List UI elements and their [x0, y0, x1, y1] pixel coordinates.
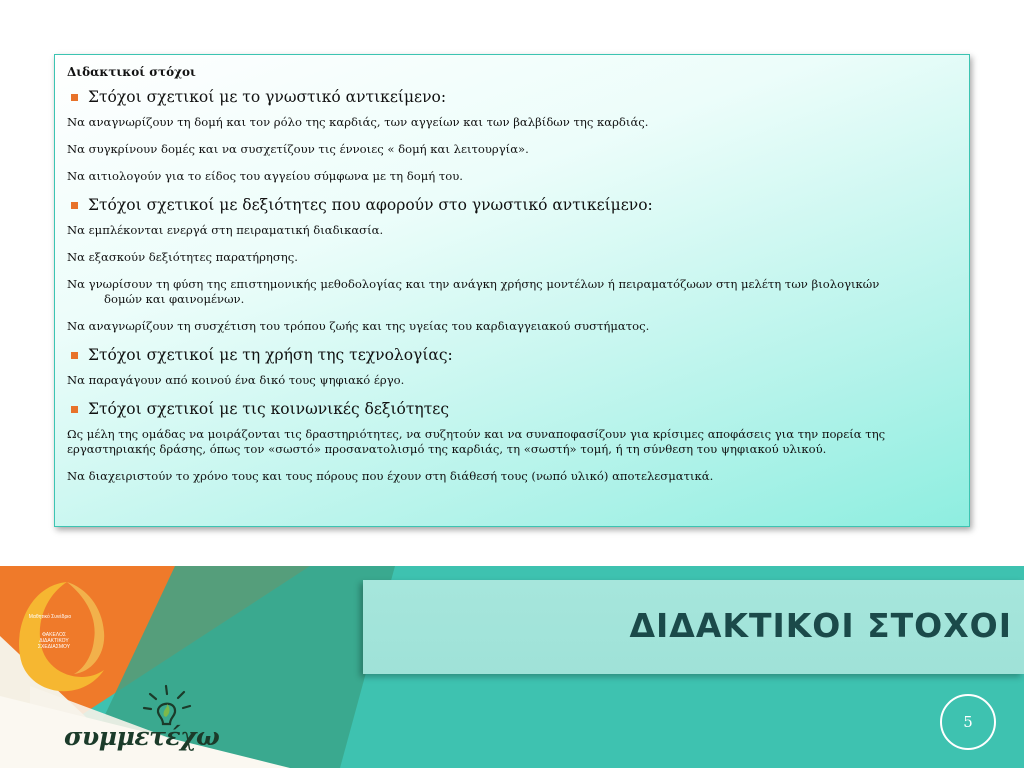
- bullet-square-icon: [71, 202, 78, 209]
- section-title-social: [67, 400, 955, 418]
- list-item-line: Ως μέλη της ομάδας να μοιράζονται τις δραστηριότητες, να συζητούν και να συναποφασίζουν για κρίσιμες αποφάσεις για την πορεία της: [67, 427, 886, 441]
- list-item: Να αναγνωρίζουν τη συσχέτιση του τρόπου ζωής και της υγείας του καρδιαγγειακού συστήματος.: [67, 319, 650, 333]
- section-title-technology: [67, 346, 955, 364]
- list-item-continuation: δομών και φαινομένων.: [104, 292, 245, 306]
- crescent-logo-icon: [12, 574, 112, 704]
- section-title-text: Στόχοι σχετικοί με το γνωστικό αντικείμενο:: [88, 88, 447, 106]
- list-item: Να συγκρίνουν δομές και να συσχετίζουν τις έννοιες « δομή και λειτουργία».: [67, 142, 529, 156]
- content-heading: Διδακτικοί στόχοι: [67, 65, 196, 79]
- section-title-text: Στόχοι σχετικοί με δεξιότητες που αφορούν στο γνωστικό αντικείμενο:: [88, 196, 653, 214]
- list-item: Να παραγάγουν από κοινού ένα δικό τους ψηφιακό έργο.: [67, 373, 405, 387]
- badge-line: ΔΙΔΑΚΤΙΚΟΥ: [39, 638, 69, 644]
- bullet-square-icon: [71, 352, 78, 359]
- list-item: Να διαχειριστούν το χρόνο τους και τους πόρους που έχουν στη διάθεσή τους (νωπό υλικό) αποτελεσματικά.: [67, 469, 714, 483]
- list-item: [67, 427, 955, 457]
- list-item: Να εξασκούν δεξιότητες παρατήρησης.: [67, 250, 298, 264]
- title-box: [363, 580, 1024, 674]
- list-item-line: εργαστηριακής δράσης, όπως τον «σωστό» προσανατολισμό της καρδιάς, τη «σωστή» τομή, ή τη σύνθεση του ψηφιακού υλικού.: [67, 442, 827, 456]
- badge-line: ΦΑΚΕΛΟΣ: [41, 632, 67, 638]
- section-title-knowledge: [67, 88, 955, 106]
- list-item: Να εμπλέκονται ενεργά στη πειραματική διαδικασία.: [67, 223, 384, 237]
- list-item: [67, 277, 955, 307]
- list-item: Να αναγνωρίζουν τη δομή και τον ρόλο της καρδιάς, των αγγείων και των βαλβίδων της καρδιάς.: [67, 115, 649, 129]
- bullet-square-icon: [71, 406, 78, 413]
- list-item-line: Να γνωρίσουν τη φύση της επιστημονικής μεθοδολογίας και την ανάγκη χρήσης μοντέλων ή πειραματόζωων στη μελέτη των βιολογικών: [67, 277, 880, 291]
- bullet-square-icon: [71, 94, 78, 101]
- badge-line: Μαθητικό Συνέδριο: [28, 614, 72, 620]
- section-title-text: Στόχοι σχετικοί με τις κοινωνικές δεξιότητες: [88, 400, 450, 418]
- slide-title: ΔΙΔΑΚΤΙΚΟΙ ΣΤΟΧΟΙ: [629, 606, 1012, 645]
- brand-logo-text: συμμετέχω: [64, 722, 220, 751]
- section-title-text: Στόχοι σχετικοί με τη χρήση της τεχνολογίας:: [88, 346, 453, 364]
- content-box: [54, 54, 970, 527]
- section-title-skills: [67, 196, 955, 214]
- slide-number: 5: [940, 694, 996, 750]
- badge-line: ΣΧΕΔΙΑΣΜΟΥ: [37, 644, 71, 650]
- list-item: Να αιτιολογούν για το είδος του αγγείου σύμφωνα με τη δομή του.: [67, 169, 463, 183]
